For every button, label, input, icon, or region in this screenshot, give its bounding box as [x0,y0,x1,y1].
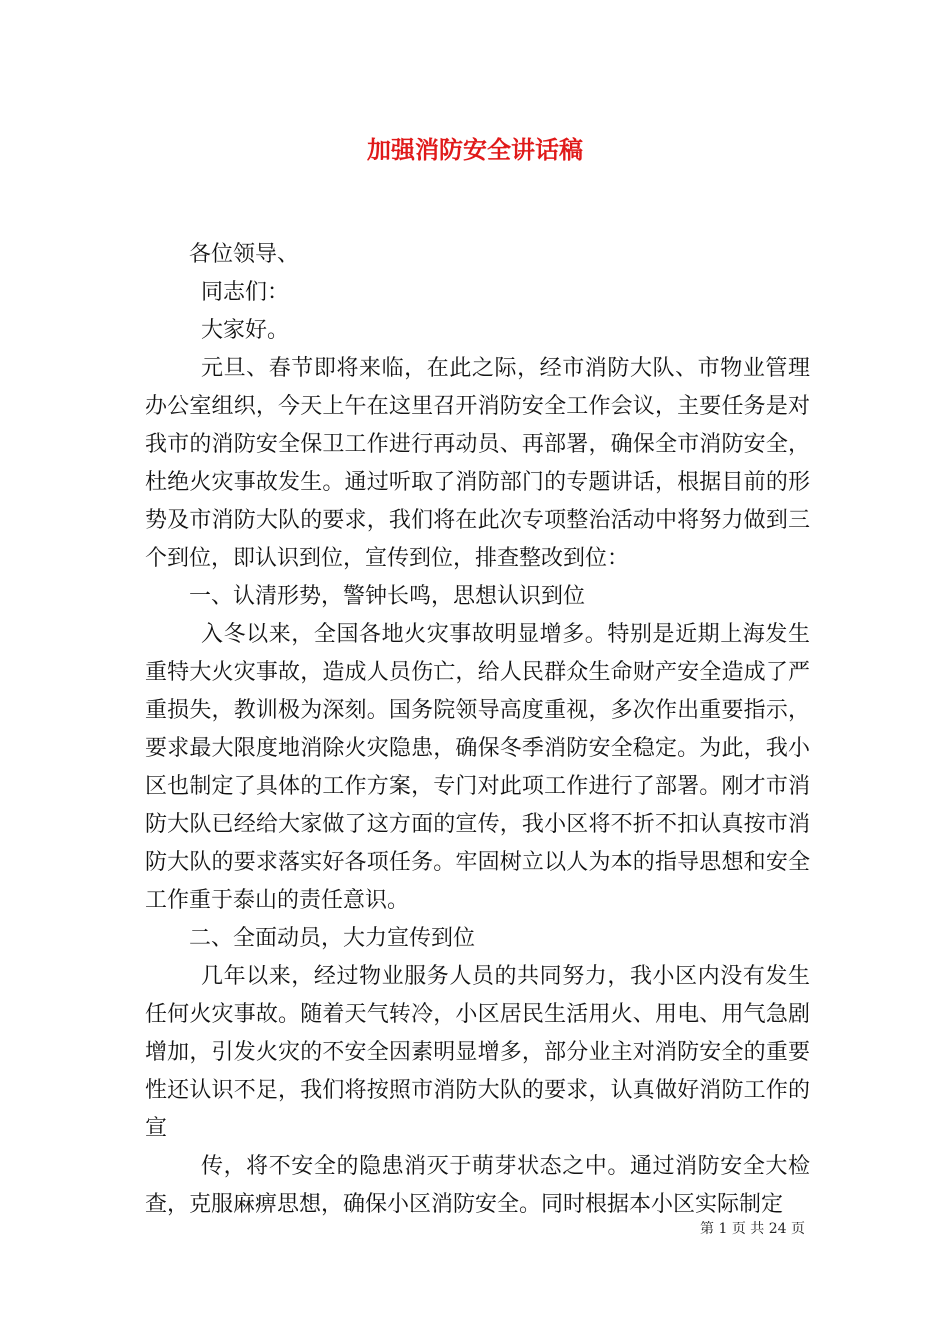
page-number: 第 1 页 共 24 页 [700,1221,805,1237]
greeting: 大家好。 [201,318,290,343]
paragraph-section-1: 入冬以来，全国各地火灾事故明显增多。特别是近期上海发生重特大火灾事故，造成人员伤亡，给人民群众生命财产安全造成了严重损失，教训极为深刻。国务院领导高度重视，多次作出重要指示，要求最大限度地消除火灾隐患，确保冬季消防安全稳定。为此，我小区也制定了具体的工作方案，专门对此项工作进行了部署。刚才市消防大队已经给大家做了这方面的宣传，我小区将不折不扣认真按市消防大队的要求落实好各项任务。牢固树立以人为本的指导思想和安全工作重于泰山的责任意识。 [145,622,810,913]
paragraph-intro: 元旦、春节即将来临，在此之际，经市消防大队、市物业管理办公室组织，今天上午在这里召开消防安全工作会议，主要任务是对我市的消防安全保卫工作进行再动员、再部署，确保全市消防安全，杜绝火灾事故发生。通过听取了消防部门的专题讲话，根据目前的形势及市消防大队的要求，我们将在此次专项整治活动中将努力做到三个到位，即认识到位，宣传到位，排查整改到位： [145,356,810,571]
document-body [145,236,810,1224]
salutation-leaders: 各位领导、 [189,242,300,267]
section-heading-1: 一、认清形势，警钟长鸣，思想认识到位 [189,584,586,609]
paragraph-section-2: 几年以来，经过物业服务人员的共同努力，我小区内没有发生任何火灾事故。随着天气转冷，小区居民生活用火、用电、用气急剧增加，引发火灾的不安全因素明显增多，部分业主对消防安全的重要性还认识不足，我们将按照市消防大队的要求，认真做好消防工作的宣 [145,964,810,1141]
document-title: 加强消防安全讲话稿 [367,135,583,164]
paragraph-section-2-continued: 传，将不安全的隐患消灭于萌芽状态之中。通过消防安全大检查，克服麻痹思想，确保小区消防安全。同时根据本小区实际制定 [145,1154,810,1217]
salutation-comrades: 同志们： [201,280,290,305]
section-heading-2: 二、全面动员，大力宣传到位 [189,926,476,951]
